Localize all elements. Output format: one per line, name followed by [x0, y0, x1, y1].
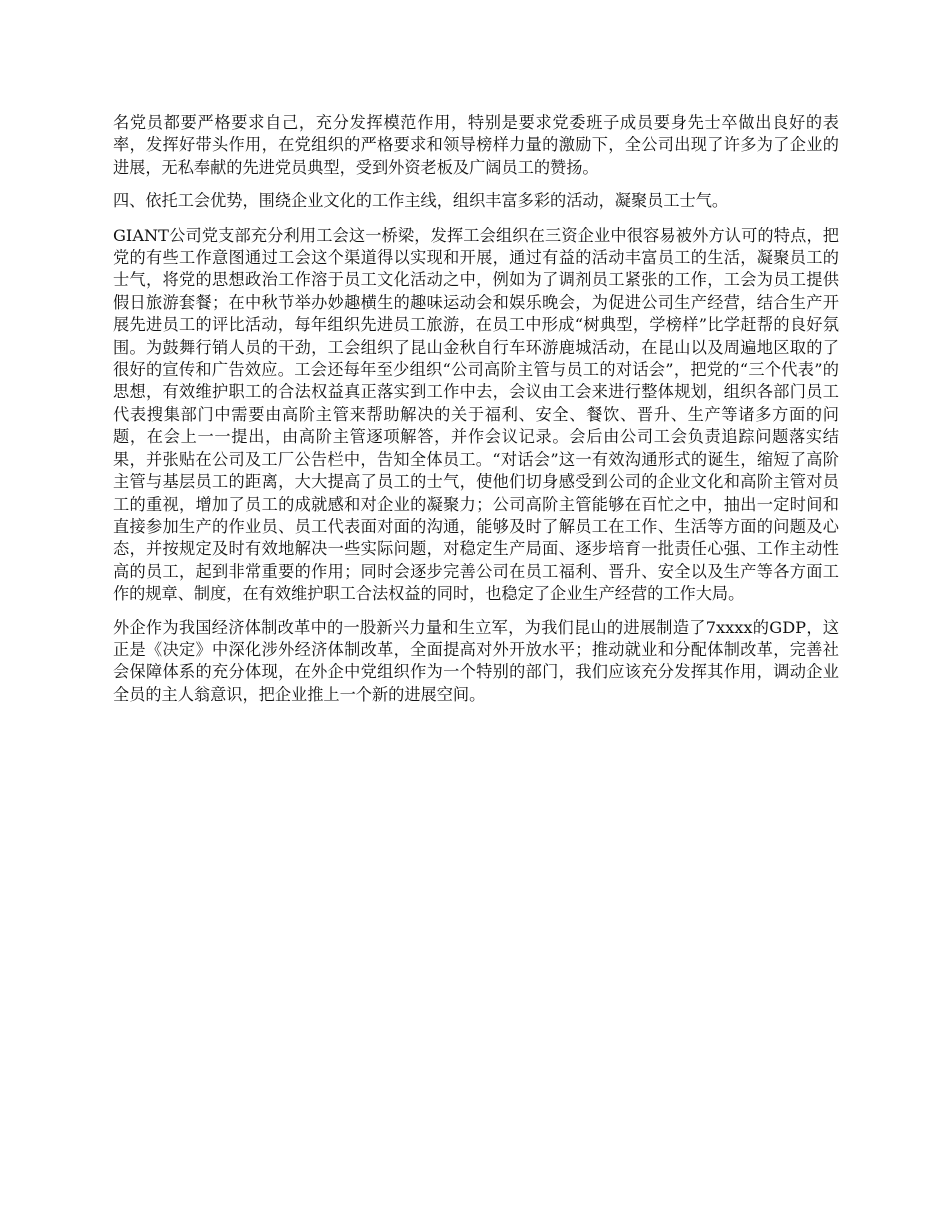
- document-page: [113, 112, 839, 717]
- section-heading-union: 四、依托工会优势，围绕企业文化的工作主线，组织丰富多彩的活动，凝聚员工士气。: [113, 191, 729, 211]
- paragraph-foreign-enterprise: 外企作为我国经济体制改革中的一股新兴力量和生立军，为我们昆山的进展制造了7xxxx的GDP，这正是《决定》中深化涉外经济体制改革，全面提高对外开放水平；推动就业和分配体制改革，完善社会保障体系的充分体现，在外企中党组织作为一个特别的部门，我们应该充分发挥其作用，调动企业全员的主人翁意识，把企业推上一个新的进展空间。: [113, 617, 839, 704]
- paragraph-giant-union: GIANT公司党支部充分利用工会这一桥梁，发挥工会组织在三资企业中很容易被外方认可的特点，把党的有些工作意图通过工会这个渠道得以实现和开展，通过有益的活动丰富员工的生活，凝聚员工的士气，将党的思想政治工作溶于员工文化活动之中，例如为了调剂员工紧张的工作，工会为员工提供假日旅游套餐；在中秋节举办妙趣横生的趣味运动会和娱乐晚会，为促进公司生产经营，结合生产开展先进员工的评比活动，每年组织先进员工旅游，在员工中形成“树典型，学榜样”比学赶帮的良好氛围。为鼓舞行销人员的干劲，工会组织了昆山金秋自行车环游鹿城活动，在昆山以及周遍地区取的了很好的宣传和广告效应。工会还每年至少组织“公司高阶主管与员工的对话会”，把党的“三个代表”的思想，有效维护职工的合法权益真正落实到工作中去，会议由工会来进行整体规划，组织各部门员工代表搜集部门中需要由高阶主管来帮助解决的关于福利、安全、餐饮、晋升、生产等诸多方面的问题，在会上一一提出，由高阶主管逐项解答，并作会议记录。会后由公司工会负责追踪问题落实结果，并张贴在公司及工厂公告栏中，告知全体员工。“对话会”这一有效沟通形式的诞生，缩短了高阶主管与基层员工的距离，大大提高了员工的士气，使他们切身感受到公司的企业文化和高阶主管对员工的重视，增加了员工的成就感和对企业的凝聚力；公司高阶主管能够在百忙之中，抽出一定时间和直接参加生产的作业员、员工代表面对面的沟通，能够及时了解员工在工作、生活等方面的问题及心态，并按规定及时有效地解决一些实际问题，对稳定生产局面、逐步培育一批责任心强、工作主动性高的员工，起到非常重要的作用；同时会逐步完善公司在员工福利、晋升、安全以及生产等各方面工作的规章、制度，在有效维护职工合法权益的同时，也稳定了企业生产经营的工作大局。: [113, 225, 839, 604]
- paragraph-party-members: 名党员都要严格要求自己，充分发挥模范作用，特别是要求党委班子成员要身先士卒做出良好的表率，发挥好带头作用，在党组织的严格要求和领导榜样力量的激励下，全公司出现了许多为了企业的进展，无私奉献的先进党员典型，受到外资老板及广阔员工的赞扬。: [113, 113, 839, 177]
